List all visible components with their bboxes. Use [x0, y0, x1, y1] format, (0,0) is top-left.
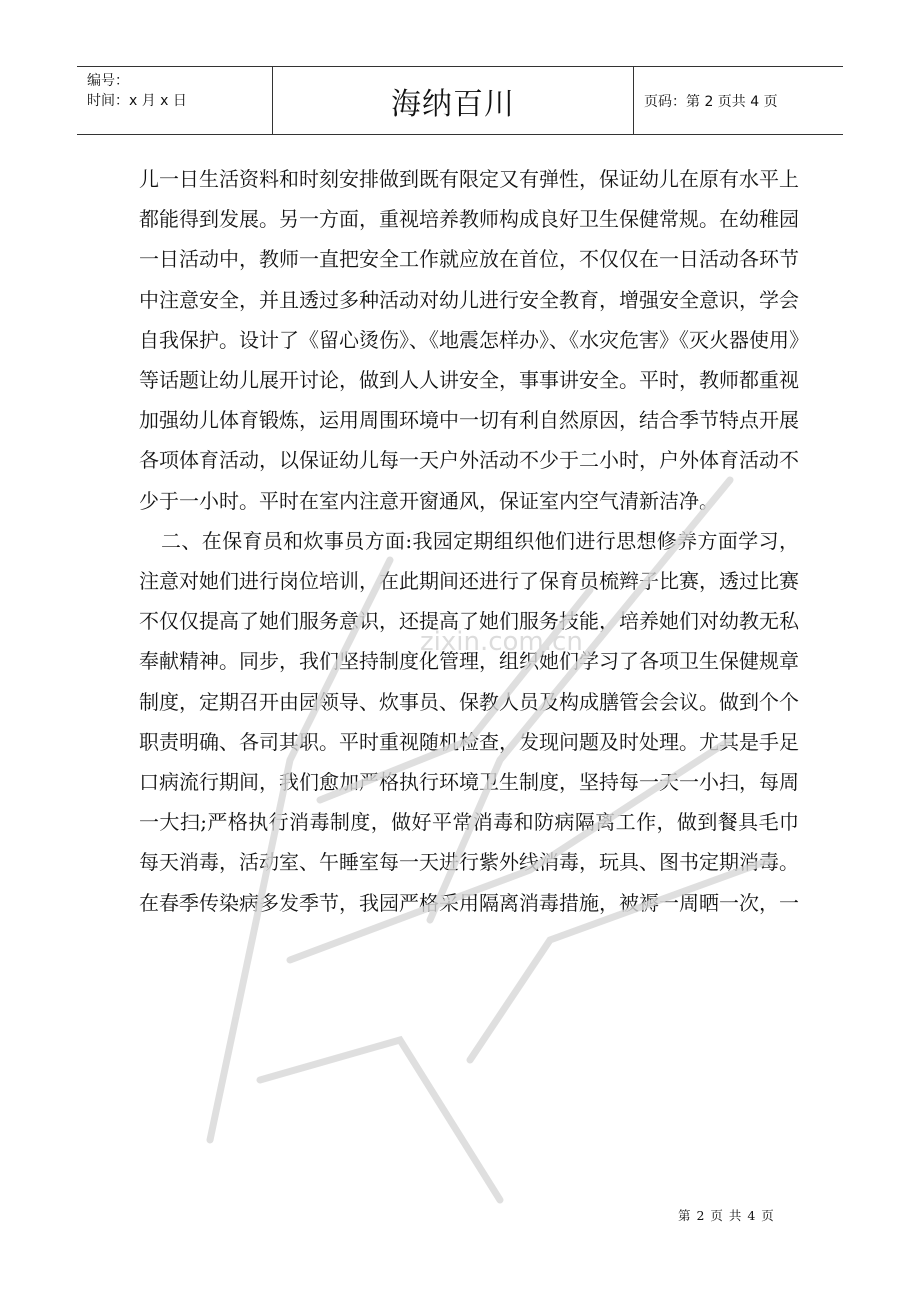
time-label: 时间：x 月 x 日	[87, 93, 187, 109]
page-header	[77, 66, 843, 135]
header-page-label: 页码：第 2 页共 4 页	[644, 93, 778, 110]
number-label: 编号：	[87, 73, 129, 89]
watermark-text: zixin.com.cn	[420, 627, 583, 657]
header-meta	[77, 67, 273, 134]
paragraph-1: 儿一日生活资料和时刻安排做到既有限定又有弹性，保证幼儿在原有水平上都能得到发展。另一方面，重视培养教师构成良好卫生保健常规。在幼稚园一日活动中，教师一直把安全工作就应放在首位，不仅仅在一日活动各环节中注意安全，并且透过多种活动对幼儿进行安全教育，增强安全意识，学会自我保护。设计了《留心烫伤》、《地震怎样办》、《水灾危害》《灭火器使用》等话题让幼儿展开讨论，做到人人讲安全，事事讲安全。平时，教师都重视加强幼儿体育锻炼，运用周围环境中一切有利自然原因，结合季节特点开展各项体育活动，以保证幼儿每一天户外活动不少于二小时，户外体育活动不少于一小时。平时在室内注意开窗通风，保证室内空气清新洁净。	[139, 167, 799, 513]
header-title: 海纳百川	[273, 67, 634, 134]
document-body	[139, 159, 799, 923]
page-footer: 第 2 页 共 4 页	[678, 1208, 775, 1223]
paragraph-2: 二、在保育员和炊事员方面:我园定期组织他们进行思想修养方面学习，注意对她们进行岗位培训，在此期间还进行了保育员梳辫子比赛，透过比赛不仅仅提高了她们服务意识，还提高了她们服务技能，培养她们对幼教无私奉献精神。同步，我们坚持制度化管理，组织她们学习了各项卫生保健规章制度，定期召开由园领导、炊事员、保教人员及构成膳管会会议。做到个个职责明确、各司其职。平时重视随机检查，发现问题及时处理。尤其是手足口病流行期间，我们愈加严格执行环境卫生制度，坚持每一天一小扫，每周一大扫;严格执行消毒制度，做好平常消毒和防病隔离工作，做到餐具毛巾每天消毒，活动室、午睡室每一天进行紫外线消毒，玩具、图书定期消毒。在春季传染病多发季节，我园严格采用隔离消毒措施，被褥一周晒一次，一	[139, 528, 799, 915]
